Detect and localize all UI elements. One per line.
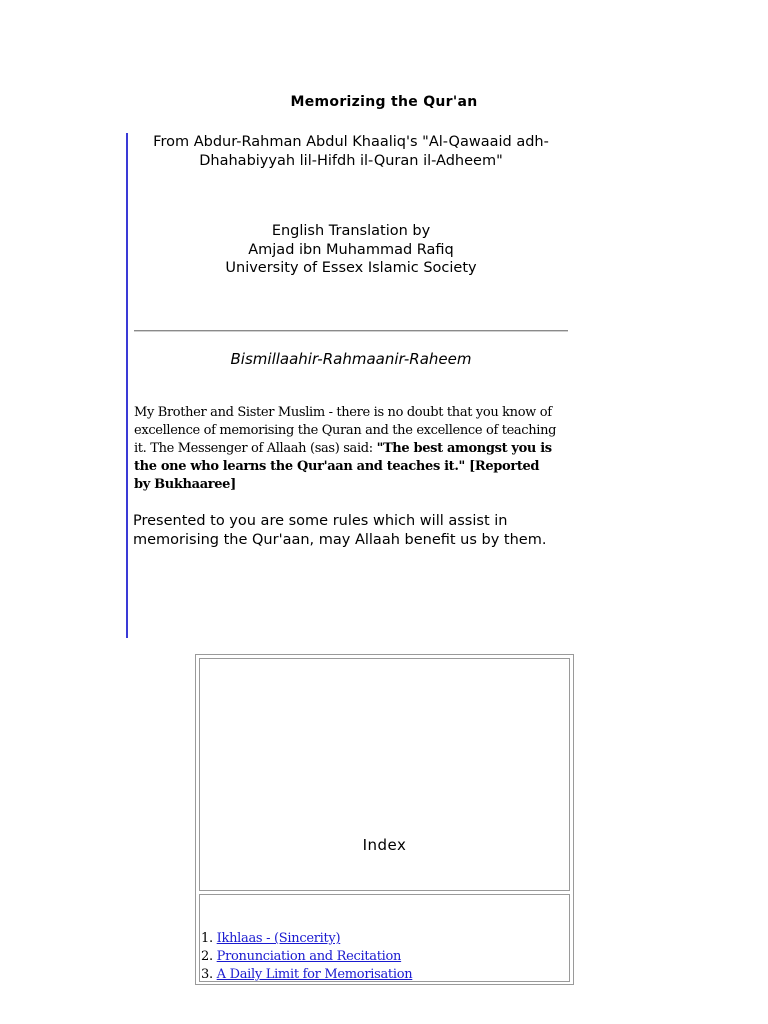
index-item	[201, 930, 412, 948]
credits-translator: Amjad ibn Muhammad Rafiq	[248, 241, 454, 258]
index-table	[195, 654, 574, 985]
index-link-ikhlaas[interactable]: Ikhlaas - (Sincerity)	[216, 931, 341, 946]
page-title: Memorizing the Qur'an	[290, 94, 478, 110]
intro-paragraph	[134, 404, 559, 494]
index-item-number: 3.	[201, 967, 213, 982]
intro-text: My Brother and Sister Muslim - there is no doubt that you know of excellence of memorising the Quran and the excellence of teaching it. The Messenger of Allaah (sas) said:	[134, 405, 557, 456]
basmala-heading: Bismillaahir-Rahmaanir-Raheem	[230, 350, 472, 368]
translation-credits	[134, 222, 568, 278]
index-heading: Index	[362, 836, 407, 854]
index-link-daily-limit[interactable]: A Daily Limit for Memorisation	[216, 967, 413, 982]
index-item-number: 1.	[201, 931, 213, 946]
blockquote	[126, 133, 568, 638]
credits-line-1: English Translation by	[271, 223, 431, 239]
credits-organization: University of Essex Islamic Society	[225, 260, 477, 276]
index-list	[201, 930, 412, 984]
index-list-cell	[199, 894, 570, 982]
index-item	[201, 966, 412, 984]
index-heading-cell	[199, 658, 570, 891]
source-attribution: From Abdur-Rahman Abdul Khaaliq's "Al-Qawaaid adh- Dhahabiyyah lil-Hifdh il-Quran il-Adheem"	[153, 134, 549, 169]
horizontal-divider	[134, 330, 568, 332]
presented-paragraph: Presented to you are some rules which will assist in memorising the Qur'aan, may Allaah benefit us by them.	[133, 513, 547, 548]
index-item-number: 2.	[201, 949, 213, 964]
index-link-pronunciation[interactable]: Pronunciation and Recitation	[216, 949, 402, 964]
hadith-quote: "The best amongst you is the one who learns the Qur'aan and teaches it." [Reported by Bukhaaree]	[134, 441, 552, 492]
index-item	[201, 948, 412, 966]
